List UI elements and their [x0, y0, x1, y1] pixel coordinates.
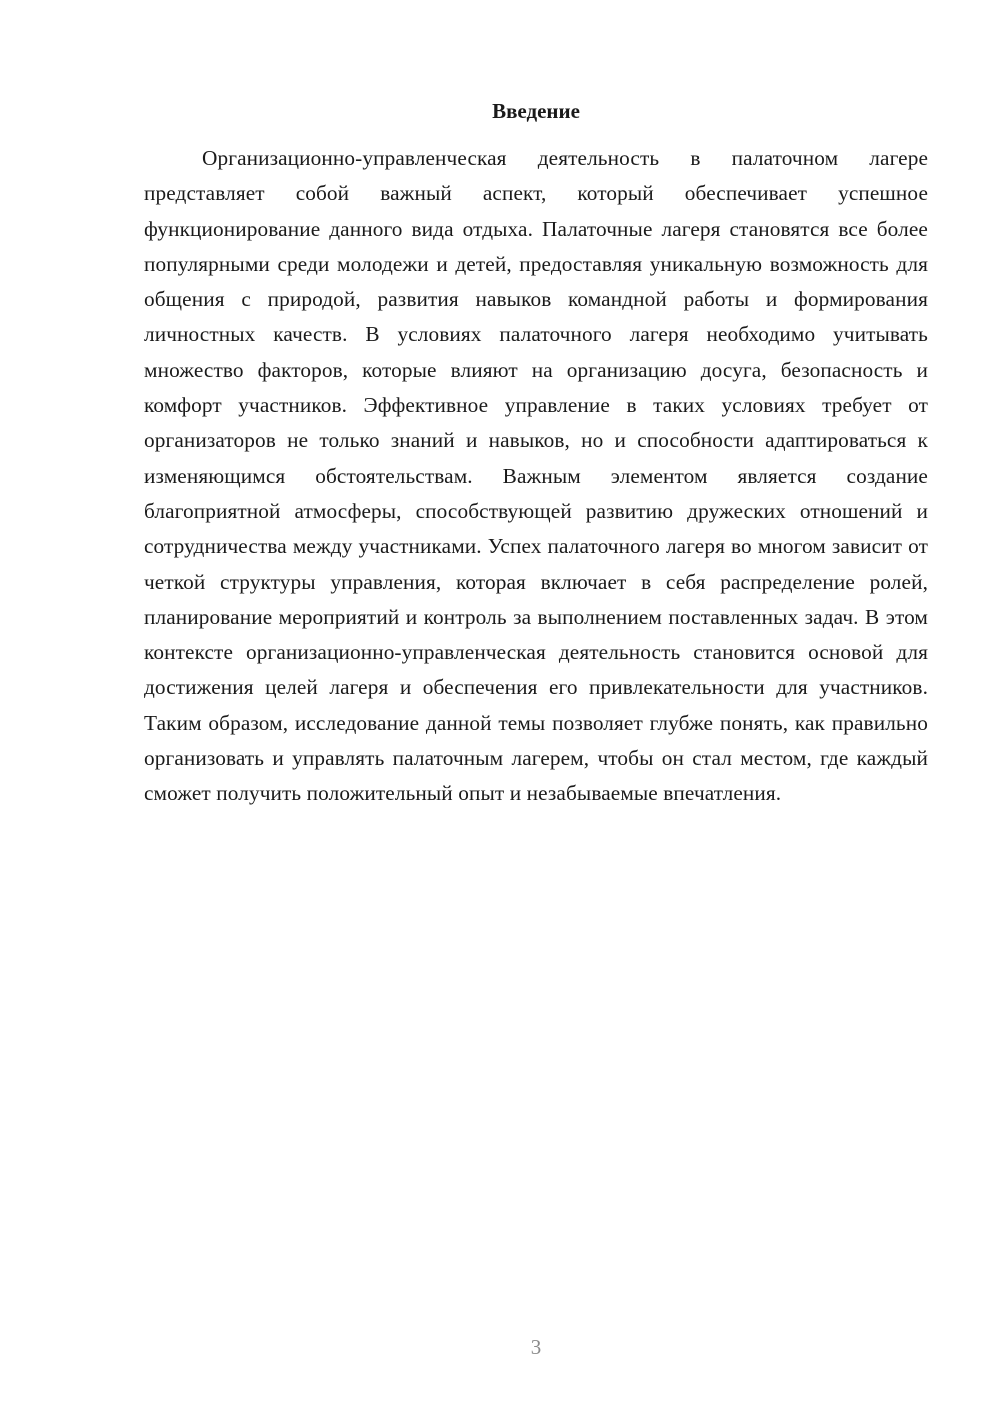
section-heading: Введение	[492, 99, 580, 123]
page-number: 3	[530, 1335, 542, 1359]
intro-paragraph: Организационно-управленческая деятельность в палаточном лагере представляет собой важный аспект, который обеспечивает успешное функционирование данного вида отдыха. Палаточные лагеря становятся все более популярными среди молодежи и детей, предоставляя уникальную возможность для общения с природой, развития навыков командной работы и формирования личностных качеств. В условиях палаточного лагеря необходимо учитывать множество факторов, которые влияют на организацию досуга, безопасность и комфорт участников. Эффективное управление в таких условиях требует от организаторов не только знаний и навыков, но и способности адаптироваться к изменяющимся обстоятельствам. Важным элементом является создание благоприятной атмосферы, способствующей развитию дружеских отношений и сотрудничества между участниками. Успех палаточного лагеря во многом зависит от четкой структуры управления, которая включает в себя распределение ролей, планирование мероприятий и контроль за выполнением поставленных задач. В этом контексте организационно-управленческая деятельность становится основой для достижения целей лагеря и обеспечения его привлекательности для участников. Таким образом, исследование данной темы позволяет глубже понять, как правильно организовать и управлять палаточным лагерем, чтобы он стал местом, где каждый сможет получить положительный опыт и незабываемые впечатления.	[144, 146, 928, 806]
